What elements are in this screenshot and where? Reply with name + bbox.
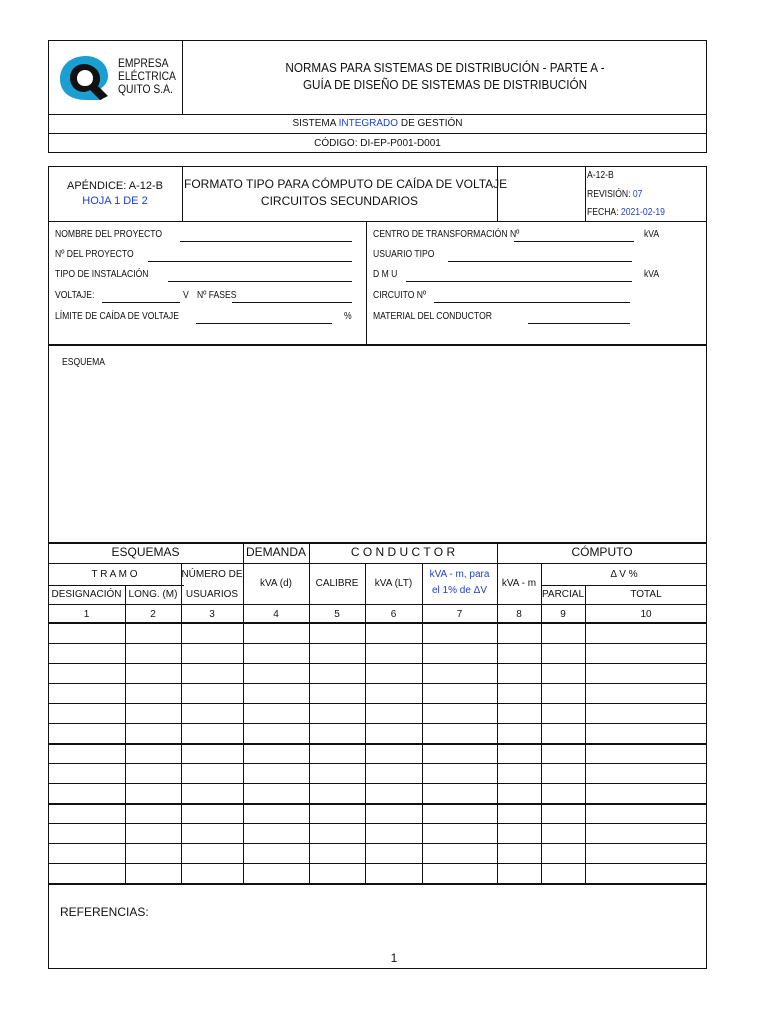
table-cell[interactable] bbox=[541, 643, 585, 663]
table-cell[interactable] bbox=[48, 783, 125, 803]
table-cell[interactable] bbox=[125, 663, 181, 683]
row-divider bbox=[48, 863, 707, 864]
company-name-line1: EMPRESA bbox=[118, 56, 169, 70]
project-number-field[interactable] bbox=[148, 261, 352, 262]
transformer-center-label: CENTRO DE TRANSFORMACIÓN Nº bbox=[373, 229, 520, 240]
voltage-drop-limit-field[interactable] bbox=[196, 323, 332, 324]
document-code: CÓDIGO: DI-EP-P001-D001 bbox=[314, 138, 441, 149]
eeq-logo-icon bbox=[56, 52, 116, 104]
date-value: 2021-02-19 bbox=[620, 207, 665, 218]
table-cell[interactable] bbox=[497, 683, 541, 703]
table-cell[interactable] bbox=[125, 763, 181, 783]
row-divider bbox=[48, 723, 707, 724]
table-cell[interactable] bbox=[365, 683, 422, 703]
system-suffix: DE GESTIÓN bbox=[398, 118, 463, 129]
project-name-field[interactable] bbox=[180, 241, 352, 242]
table-cell[interactable] bbox=[422, 843, 497, 863]
installation-type-field[interactable] bbox=[168, 281, 352, 282]
project-name-label: NOMBRE DEL PROYECTO bbox=[55, 229, 163, 240]
table-cell[interactable] bbox=[497, 723, 541, 743]
table-cell[interactable] bbox=[48, 723, 125, 743]
row-divider bbox=[48, 683, 707, 684]
header-kvam-1pct-line1: kVA - m, para bbox=[429, 569, 490, 580]
table-cell[interactable] bbox=[48, 763, 125, 783]
table-cell[interactable] bbox=[125, 743, 181, 763]
table-cell[interactable] bbox=[541, 723, 585, 743]
group-header-schemes: ESQUEMAS bbox=[111, 545, 180, 559]
table-cell[interactable] bbox=[181, 663, 243, 683]
row-divider bbox=[48, 643, 707, 644]
user-type-field[interactable] bbox=[448, 261, 632, 262]
header-kva-lt: kVA (LT) bbox=[374, 578, 413, 589]
form-title-line2: CIRCUITOS SECUNDARIOS bbox=[260, 194, 419, 208]
conductor-material-field[interactable] bbox=[528, 323, 630, 324]
voltage-unit: V bbox=[183, 290, 189, 301]
table-cell[interactable] bbox=[243, 623, 309, 643]
table-cell[interactable] bbox=[181, 643, 243, 663]
row-divider bbox=[48, 743, 707, 745]
table-cell[interactable] bbox=[497, 663, 541, 683]
table-cell[interactable] bbox=[541, 843, 585, 863]
table-cell[interactable] bbox=[48, 843, 125, 863]
header-tramo: T R A M O bbox=[91, 569, 138, 580]
table-cell[interactable] bbox=[48, 683, 125, 703]
table-cell[interactable] bbox=[422, 703, 497, 723]
col-number-2: 2 bbox=[150, 609, 156, 620]
header-partial: PARCIAL bbox=[541, 589, 585, 600]
table-cell[interactable] bbox=[309, 803, 365, 823]
form-ref: A-12-B bbox=[587, 170, 614, 181]
table-cell[interactable] bbox=[365, 643, 422, 663]
table-cell[interactable] bbox=[541, 683, 585, 703]
system-highlight: INTEGRADO bbox=[338, 118, 399, 129]
table-cell[interactable] bbox=[309, 763, 365, 783]
table-cell[interactable] bbox=[365, 743, 422, 763]
table-cell[interactable] bbox=[365, 703, 422, 723]
row-divider bbox=[48, 663, 707, 664]
table-cell[interactable] bbox=[365, 823, 422, 843]
company-logo bbox=[56, 52, 116, 104]
table-cell[interactable] bbox=[125, 783, 181, 803]
table-cell[interactable] bbox=[541, 763, 585, 783]
table-cell[interactable] bbox=[48, 823, 125, 843]
group-header-demand: DEMANDA bbox=[245, 545, 306, 559]
table-cell[interactable] bbox=[48, 663, 125, 683]
table-cell[interactable] bbox=[585, 663, 707, 683]
table-cell[interactable] bbox=[585, 823, 707, 843]
col-number-3: 3 bbox=[209, 609, 215, 620]
table-cell[interactable] bbox=[125, 623, 181, 643]
row-divider bbox=[48, 823, 707, 824]
table-cell[interactable] bbox=[585, 703, 707, 723]
header-total: TOTAL bbox=[630, 589, 662, 600]
table-cell[interactable] bbox=[309, 843, 365, 863]
table-cell[interactable] bbox=[585, 843, 707, 863]
row-divider bbox=[48, 783, 707, 784]
dmu-label: D M U bbox=[373, 269, 398, 280]
table-cell[interactable] bbox=[541, 743, 585, 763]
table-cell[interactable] bbox=[365, 843, 422, 863]
table-cell[interactable] bbox=[497, 703, 541, 723]
table-cell[interactable] bbox=[541, 823, 585, 843]
col-number-6: 6 bbox=[390, 609, 397, 620]
table-cell[interactable] bbox=[125, 863, 181, 883]
table-cell[interactable] bbox=[181, 683, 243, 703]
table-cell[interactable] bbox=[48, 803, 125, 823]
sheet-label: HOJA 1 DE 2 bbox=[82, 195, 148, 207]
transformer-center-field[interactable] bbox=[514, 241, 634, 242]
header-length: LONG. (M) bbox=[128, 589, 178, 600]
table-cell[interactable] bbox=[422, 823, 497, 843]
table-cell[interactable] bbox=[541, 703, 585, 723]
table-cell[interactable] bbox=[497, 623, 541, 643]
table-cell[interactable] bbox=[243, 723, 309, 743]
col-number-1: 1 bbox=[83, 609, 90, 620]
table-cell[interactable] bbox=[243, 783, 309, 803]
phases-label: Nº FASES bbox=[197, 290, 237, 301]
kva-unit-1: kVA bbox=[644, 229, 660, 240]
table-cell[interactable] bbox=[497, 803, 541, 823]
header-num-users-2: USUARIOS bbox=[185, 589, 239, 600]
table-cell[interactable] bbox=[365, 623, 422, 643]
header-kvam-1pct-line2: el 1% de ΔV bbox=[431, 585, 488, 596]
voltage-label: VOLTAJE: bbox=[55, 290, 95, 301]
table-cell[interactable] bbox=[309, 703, 365, 723]
user-type-label: USUARIO TIPO bbox=[373, 249, 435, 260]
revision-value: 07 bbox=[632, 189, 643, 200]
voltage-field[interactable] bbox=[102, 302, 180, 303]
voltage-drop-limit-label: LÍMITE DE CAÍDA DE VOLTAJE bbox=[55, 311, 179, 322]
table-cell[interactable] bbox=[181, 623, 243, 643]
table-cell[interactable] bbox=[585, 863, 707, 883]
table-cell[interactable] bbox=[497, 863, 541, 883]
table-cell[interactable] bbox=[309, 783, 365, 803]
table-cell[interactable] bbox=[181, 703, 243, 723]
col-number-9: 9 bbox=[560, 609, 566, 620]
table-cell[interactable] bbox=[422, 623, 497, 643]
table-cell[interactable] bbox=[309, 623, 365, 643]
dmu-field[interactable] bbox=[406, 281, 632, 282]
revision-line bbox=[587, 188, 642, 201]
company-name-line2: ELÉCTRICA bbox=[118, 69, 176, 83]
table-cell[interactable] bbox=[585, 803, 707, 823]
document-title-line1: NORMAS PARA SISTEMAS DE DISTRIBUCIÓN - PARTE A - bbox=[285, 60, 605, 75]
table-cell[interactable] bbox=[181, 723, 243, 743]
table-cell[interactable] bbox=[541, 663, 585, 683]
table-cell[interactable] bbox=[309, 863, 365, 883]
table-cell[interactable] bbox=[541, 863, 585, 883]
table-cell[interactable] bbox=[309, 683, 365, 703]
table-cell[interactable] bbox=[243, 663, 309, 683]
table-cell[interactable] bbox=[125, 703, 181, 723]
table-cell[interactable] bbox=[422, 783, 497, 803]
date-label: FECHA: bbox=[587, 207, 621, 218]
table-cell[interactable] bbox=[243, 683, 309, 703]
table-cell[interactable] bbox=[422, 863, 497, 883]
kva-unit-2: kVA bbox=[644, 269, 660, 280]
table-cell[interactable] bbox=[48, 643, 125, 663]
col-number-10: 10 bbox=[640, 609, 652, 620]
table-cell[interactable] bbox=[541, 803, 585, 823]
group-header-computation: CÓMPUTO bbox=[571, 545, 633, 559]
table-cell[interactable] bbox=[125, 723, 181, 743]
system-prefix: SISTEMA bbox=[292, 118, 339, 129]
table-cell[interactable] bbox=[125, 683, 181, 703]
circuit-label: CIRCUITO Nº bbox=[373, 290, 427, 301]
table-cell[interactable] bbox=[422, 763, 497, 783]
table-cell[interactable] bbox=[181, 863, 243, 883]
table-cell[interactable] bbox=[422, 643, 497, 663]
col-number-5: 5 bbox=[334, 609, 340, 620]
row-divider bbox=[48, 843, 707, 844]
table-cell[interactable] bbox=[541, 783, 585, 803]
table-cell[interactable] bbox=[585, 743, 707, 763]
project-number-label: Nº DEL PROYECTO bbox=[55, 249, 134, 260]
management-system-line bbox=[48, 117, 707, 130]
references-label: REFERENCIAS: bbox=[60, 905, 149, 919]
table-cell[interactable] bbox=[497, 823, 541, 843]
table-cell[interactable] bbox=[497, 743, 541, 763]
references-area[interactable] bbox=[50, 922, 705, 952]
table-cell[interactable] bbox=[365, 803, 422, 823]
table-cell[interactable] bbox=[422, 803, 497, 823]
table-cell[interactable] bbox=[48, 623, 125, 643]
table-cell[interactable] bbox=[309, 723, 365, 743]
table-cell[interactable] bbox=[365, 863, 422, 883]
table-cell[interactable] bbox=[585, 783, 707, 803]
date-line bbox=[587, 206, 665, 219]
col-number-7: 7 bbox=[456, 609, 463, 620]
installation-type-label: TIPO DE INSTALACIÓN bbox=[55, 269, 149, 280]
table-cell[interactable] bbox=[243, 743, 309, 763]
table-cell[interactable] bbox=[585, 643, 707, 663]
table-cell[interactable] bbox=[541, 623, 585, 643]
header-calibre: CALIBRE bbox=[315, 578, 359, 589]
group-header-conductor: C O N D U C T O R bbox=[350, 545, 456, 559]
table-cell[interactable] bbox=[585, 723, 707, 743]
header-designation: DESIGNACIÓN bbox=[51, 589, 122, 600]
table-cell[interactable] bbox=[309, 743, 365, 763]
scheme-drawing-area[interactable] bbox=[50, 372, 705, 540]
table-cell[interactable] bbox=[309, 643, 365, 663]
table-cell[interactable] bbox=[181, 803, 243, 823]
conductor-material-label: MATERIAL DEL CONDUCTOR bbox=[373, 311, 492, 322]
table-cell[interactable] bbox=[125, 803, 181, 823]
document-title-line2: GUÍA DE DISEÑO DE SISTEMAS DE DISTRIBUCIÓN bbox=[302, 77, 588, 92]
table-cell[interactable] bbox=[243, 803, 309, 823]
table-cell[interactable] bbox=[365, 723, 422, 743]
table-cell[interactable] bbox=[243, 823, 309, 843]
company-name-line3: QUITO S.A. bbox=[118, 82, 173, 96]
row-divider bbox=[48, 803, 707, 805]
table-cell[interactable] bbox=[365, 663, 422, 683]
table-cell[interactable] bbox=[422, 723, 497, 743]
table-cell[interactable] bbox=[125, 643, 181, 663]
table-cell[interactable] bbox=[585, 623, 707, 643]
table-cell[interactable] bbox=[243, 643, 309, 663]
table-cell[interactable] bbox=[181, 783, 243, 803]
table-cell[interactable] bbox=[243, 843, 309, 863]
table-cell[interactable] bbox=[497, 783, 541, 803]
header-kva-m: kVA - m bbox=[501, 578, 537, 589]
table-cell[interactable] bbox=[48, 703, 125, 723]
col-number-4: 4 bbox=[273, 609, 279, 620]
table-cell[interactable] bbox=[125, 843, 181, 863]
row-divider bbox=[48, 703, 707, 704]
header-delta-v: Δ V % bbox=[610, 569, 638, 580]
table-cell[interactable] bbox=[497, 763, 541, 783]
header-num-users-1: NÚMERO DE bbox=[181, 569, 243, 580]
table-cell[interactable] bbox=[243, 703, 309, 723]
header-kva-d: kVA (d) bbox=[259, 578, 293, 589]
table-cell[interactable] bbox=[125, 823, 181, 843]
table-cell[interactable] bbox=[181, 823, 243, 843]
table-cell[interactable] bbox=[48, 743, 125, 763]
revision-label: REVISIÓN: bbox=[587, 189, 633, 200]
table-cell[interactable] bbox=[48, 863, 125, 883]
table-cell[interactable] bbox=[497, 843, 541, 863]
table-cell[interactable] bbox=[422, 663, 497, 683]
table-cell[interactable] bbox=[309, 663, 365, 683]
table-cell[interactable] bbox=[585, 763, 707, 783]
row-divider bbox=[48, 763, 707, 764]
table-cell[interactable] bbox=[181, 743, 243, 763]
table-cell[interactable] bbox=[243, 863, 309, 883]
circuit-field[interactable] bbox=[434, 302, 630, 303]
table-cell[interactable] bbox=[309, 823, 365, 843]
table-cell[interactable] bbox=[365, 763, 422, 783]
form-title-line1: FORMATO TIPO PARA CÓMPUTO DE CAÍDA DE VOLTAJE bbox=[184, 177, 508, 191]
phases-field[interactable] bbox=[232, 302, 352, 303]
table-cell[interactable] bbox=[585, 683, 707, 703]
percent-unit: % bbox=[344, 311, 352, 322]
appendix-label: APÉNDICE: A-12-B bbox=[67, 180, 163, 192]
scheme-label: ESQUEMA bbox=[62, 357, 106, 368]
table-cell[interactable] bbox=[243, 763, 309, 783]
table-cell[interactable] bbox=[422, 743, 497, 763]
table-cell[interactable] bbox=[365, 783, 422, 803]
table-cell[interactable] bbox=[422, 683, 497, 703]
page-number: 1 bbox=[390, 951, 398, 965]
table-cell[interactable] bbox=[181, 843, 243, 863]
table-cell[interactable] bbox=[497, 643, 541, 663]
table-cell[interactable] bbox=[181, 763, 243, 783]
col-number-8: 8 bbox=[516, 609, 522, 620]
